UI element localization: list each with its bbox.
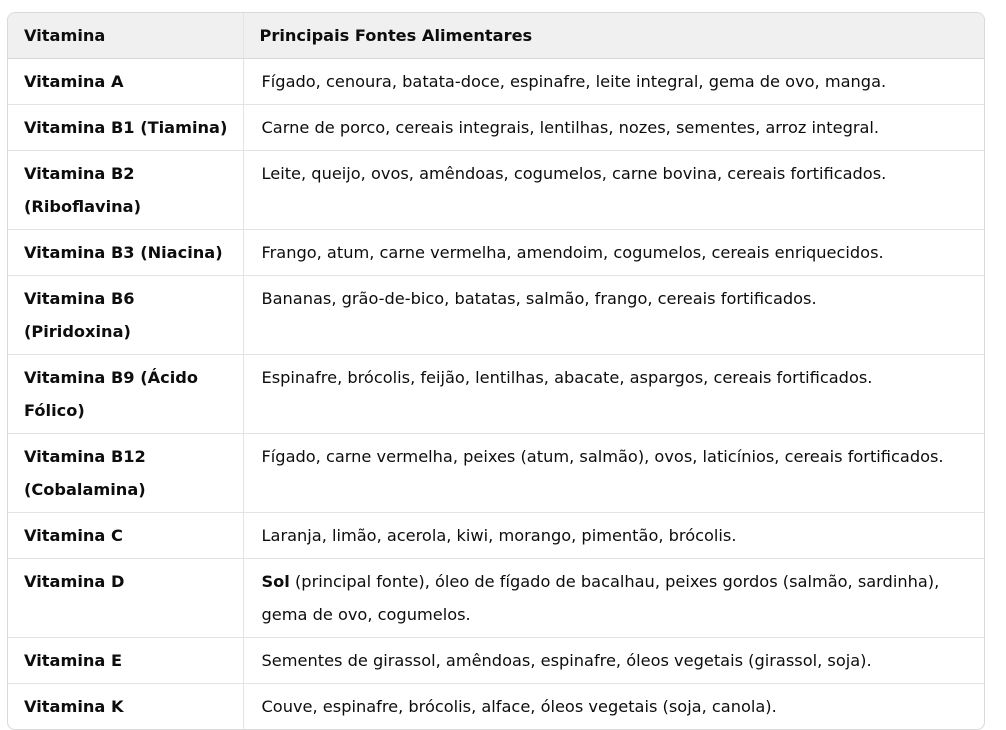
table-row — [8, 150, 984, 229]
food-sources: Fígado, carne vermelha, peixes (atum, salmão), ovos, laticínios, cereais fortificados. — [243, 433, 984, 512]
food-sources: Leite, queijo, ovos, amêndoas, cogumelos, carne bovina, cereais fortificados. — [243, 150, 984, 229]
vitamins-table-container — [7, 12, 985, 730]
table-row — [8, 433, 984, 512]
table-row — [8, 354, 984, 433]
food-sources: Couve, espinafre, brócolis, alface, óleos vegetais (soja, canola). — [261, 696, 777, 716]
vitamin-name: Vitamina D — [8, 558, 243, 637]
header-sources: Principais Fontes Alimentares — [243, 13, 984, 58]
table-row — [8, 512, 984, 558]
food-sources: Carne de porco, cereais integrais, lentilhas, nozes, sementes, arroz integral. — [243, 104, 984, 150]
vitamin-name: Vitamina B3 (Niacina) — [8, 229, 243, 275]
table-row — [8, 275, 984, 354]
food-sources: Fígado, cenoura, batata-doce, espinafre, leite integral, gema de ovo, manga. — [243, 58, 984, 104]
vitamin-name: Vitamina B1 (Tiamina) — [8, 104, 243, 150]
sources-rest: (principal fonte), óleo de fígado de bacalhau, peixes gordos (salmão, sardinha), gema de ovo, cogumelos. — [261, 571, 940, 624]
header-row — [8, 13, 984, 58]
vitamin-name: Vitamina K — [8, 683, 243, 729]
table-row — [8, 558, 984, 637]
table-header — [8, 13, 984, 58]
table-row — [8, 58, 984, 104]
vitamin-name: Vitamina C — [8, 512, 243, 558]
food-sources: Sementes de girassol, amêndoas, espinafre, óleos vegetais (girassol, soja). — [243, 637, 984, 683]
food-sources: Bananas, grão-de-bico, batatas, salmão, frango, cereais fortificados. — [243, 275, 984, 354]
vitamin-name: Vitamina E — [8, 637, 243, 683]
vitamin-name: Vitamina B12 (Cobalamina) — [8, 433, 243, 512]
header-vitamin: Vitamina — [8, 13, 243, 58]
food-sources: Frango, atum, carne vermelha, amendoim, cogumelos, cereais enriquecidos. — [243, 229, 984, 275]
sources-highlight: Sol — [261, 571, 290, 591]
food-sources: Espinafre, brócolis, feijão, lentilhas, abacate, aspargos, cereais fortificados. — [243, 354, 984, 433]
table-row — [8, 637, 984, 683]
vitamin-name: Vitamina A — [8, 58, 243, 104]
vitamin-name: Vitamina B6 (Piridoxina) — [8, 275, 243, 354]
food-sources: Laranja, limão, acerola, kiwi, morango, pimentão, brócolis. — [243, 512, 984, 558]
vitamins-table — [8, 13, 984, 729]
table-body — [8, 58, 984, 729]
table-row — [8, 104, 984, 150]
table-row — [8, 229, 984, 275]
food-sources — [243, 558, 984, 637]
vitamin-name: Vitamina B2 (Riboflavina) — [8, 150, 243, 229]
vitamin-name: Vitamina B9 (Ácido Fólico) — [8, 354, 243, 433]
